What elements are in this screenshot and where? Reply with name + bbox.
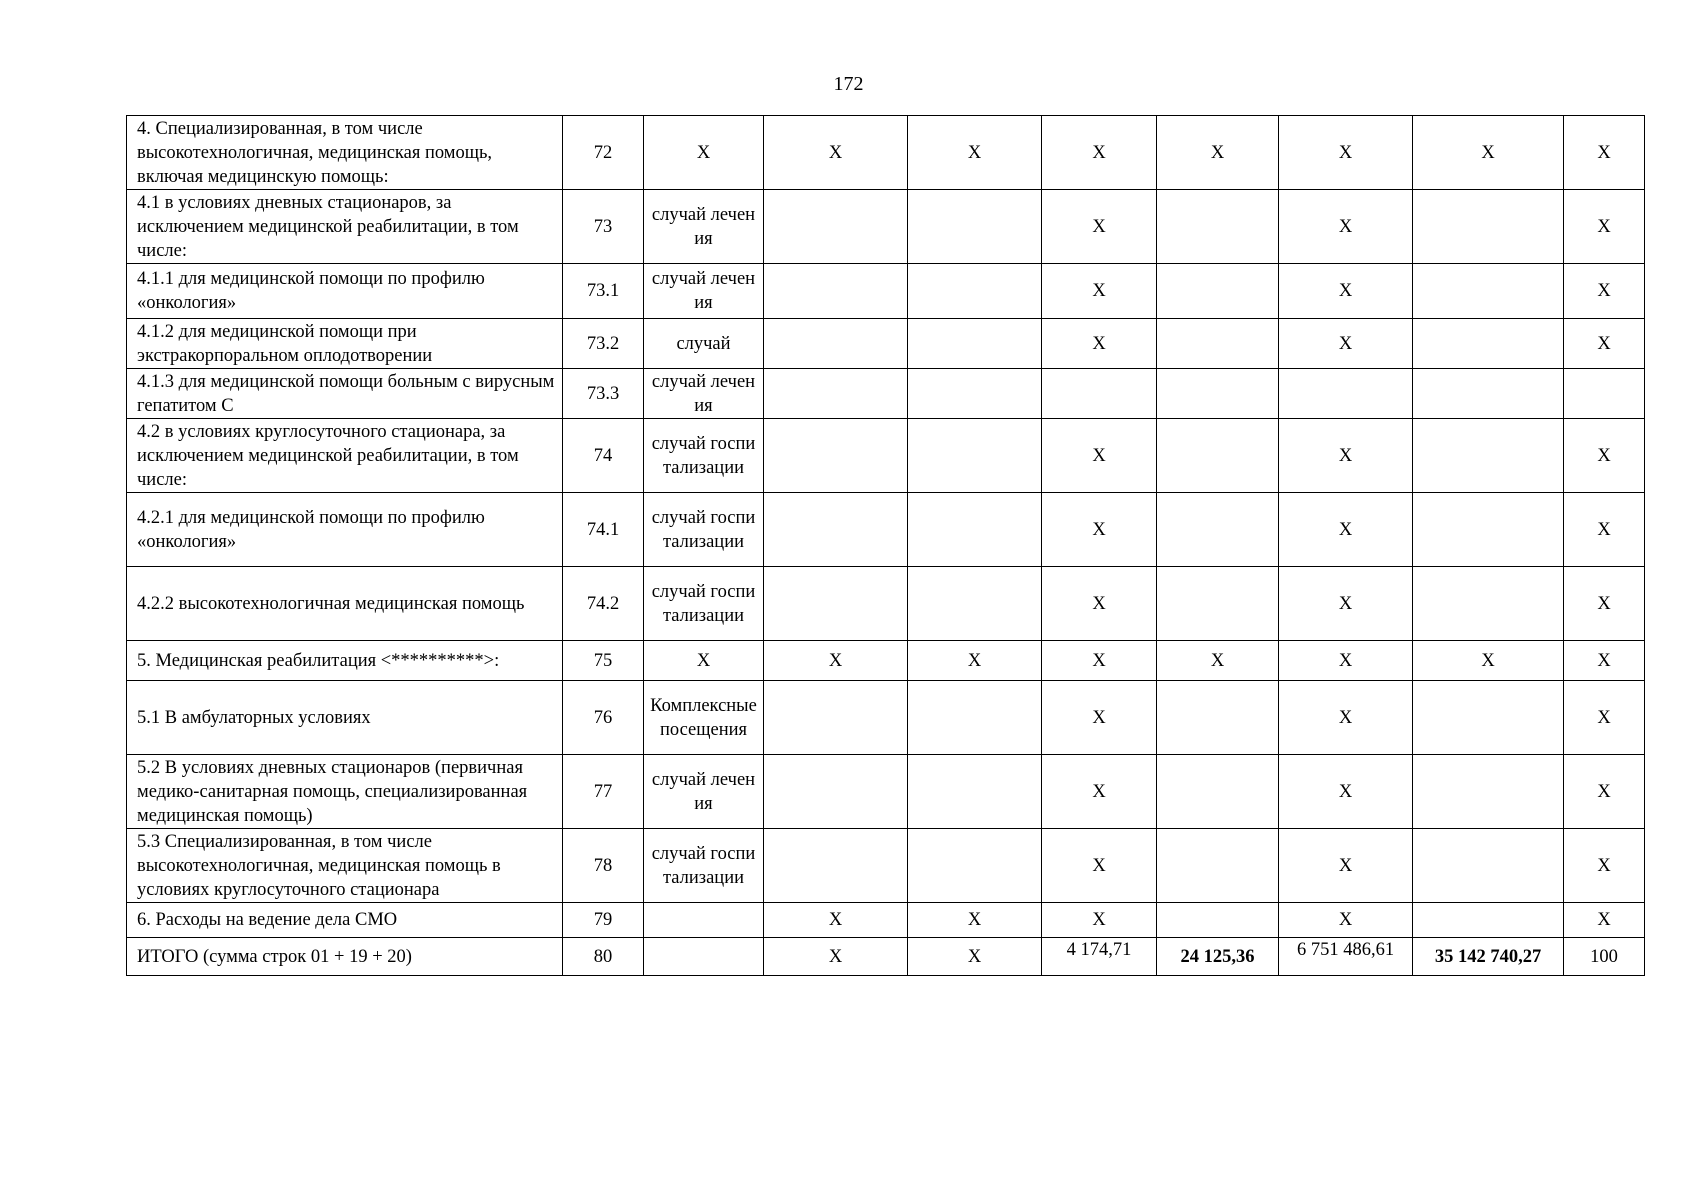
col7-cell (1157, 493, 1279, 567)
col8-cell: Х (1279, 829, 1413, 903)
col8-cell: Х (1279, 264, 1413, 319)
col7-cell (1157, 903, 1279, 938)
col10-cell: Х (1564, 829, 1645, 903)
col7-cell: 24 125,36 (1157, 938, 1279, 976)
col5-cell: Х (908, 641, 1042, 681)
col4-cell (764, 829, 908, 903)
col6-cell: Х (1042, 419, 1157, 493)
table-row (127, 903, 1645, 938)
col8-cell: Х (1279, 641, 1413, 681)
col6-cell (1042, 369, 1157, 419)
col6-cell: Х (1042, 567, 1157, 641)
unit-cell: случай лечения (644, 190, 764, 264)
unit-cell: случай лечения (644, 369, 764, 419)
col7-cell: Х (1157, 641, 1279, 681)
col9-cell: Х (1413, 116, 1564, 190)
unit-cell (644, 938, 764, 976)
row-name-cell: 4.1.1 для медицинской помощи по профилю «онкология» (127, 264, 563, 319)
col7-cell (1157, 419, 1279, 493)
col4-cell (764, 681, 908, 755)
row-code-cell: 73.1 (563, 264, 644, 319)
col4-cell (764, 264, 908, 319)
col4-cell (764, 493, 908, 567)
col5-cell (908, 369, 1042, 419)
table-row (127, 681, 1645, 755)
table-row (127, 641, 1645, 681)
table-body (127, 116, 1645, 976)
col9-cell (1413, 419, 1564, 493)
col4-cell: Х (764, 641, 908, 681)
col4-cell: Х (764, 116, 908, 190)
row-name-cell: 5.1 В амбулаторных условиях (127, 681, 563, 755)
unit-cell: Х (644, 641, 764, 681)
col9-cell (1413, 681, 1564, 755)
table-row (127, 567, 1645, 641)
table-row (127, 190, 1645, 264)
page-number: 172 (833, 73, 864, 95)
unit-cell: случай лечения (644, 755, 764, 829)
unit-cell: случай госпитализации (644, 419, 764, 493)
col8-cell: Х (1279, 493, 1413, 567)
col8-cell: Х (1279, 319, 1413, 369)
col7-cell (1157, 755, 1279, 829)
row-name-cell: 4. Специализированная, в том числе высокотехнологичная, медицинская помощь, включая медицинскую помощь: (127, 116, 563, 190)
unit-cell: Х (644, 116, 764, 190)
col6-cell: Х (1042, 319, 1157, 369)
col4-cell: Х (764, 903, 908, 938)
table-row (127, 264, 1645, 319)
col8-cell: Х (1279, 116, 1413, 190)
col8-cell: Х (1279, 190, 1413, 264)
unit-cell: случай госпитализации (644, 829, 764, 903)
row-code-cell: 79 (563, 903, 644, 938)
col4-cell (764, 319, 908, 369)
table-row (127, 419, 1645, 493)
row-code-cell: 73.2 (563, 319, 644, 369)
col4-cell (764, 419, 908, 493)
table-row (127, 319, 1645, 369)
col7-cell (1157, 369, 1279, 419)
col10-cell: Х (1564, 641, 1645, 681)
col5-cell (908, 493, 1042, 567)
table-row (127, 755, 1645, 829)
col9-cell (1413, 369, 1564, 419)
col7-cell (1157, 567, 1279, 641)
row-code-cell: 75 (563, 641, 644, 681)
row-code-cell: 77 (563, 755, 644, 829)
col8-cell: Х (1279, 419, 1413, 493)
table-row (127, 938, 1645, 976)
row-code-cell: 76 (563, 681, 644, 755)
col4-cell: Х (764, 938, 908, 976)
row-name-cell: 4.1.3 для медицинской помощи больным с вирусным гепатитом С (127, 369, 563, 419)
col6-cell: 4 174,71 (1042, 938, 1157, 976)
row-code-cell: 74.2 (563, 567, 644, 641)
col9-cell (1413, 567, 1564, 641)
col6-cell: Х (1042, 264, 1157, 319)
col10-cell: Х (1564, 681, 1645, 755)
row-code-cell: 74 (563, 419, 644, 493)
unit-cell (644, 903, 764, 938)
col5-cell (908, 681, 1042, 755)
col7-cell (1157, 264, 1279, 319)
col9-cell (1413, 190, 1564, 264)
col5-cell (908, 264, 1042, 319)
col10-cell: Х (1564, 755, 1645, 829)
col5-cell: Х (908, 903, 1042, 938)
col9-cell (1413, 903, 1564, 938)
col10-cell: Х (1564, 190, 1645, 264)
col9-cell (1413, 755, 1564, 829)
col5-cell (908, 829, 1042, 903)
col5-cell (908, 190, 1042, 264)
row-code-cell: 80 (563, 938, 644, 976)
col8-cell: Х (1279, 903, 1413, 938)
row-code-cell: 74.1 (563, 493, 644, 567)
table-row (127, 369, 1645, 419)
col6-cell: Х (1042, 903, 1157, 938)
col7-cell: Х (1157, 116, 1279, 190)
col10-cell: Х (1564, 567, 1645, 641)
budget-table (126, 115, 1645, 976)
row-code-cell: 73 (563, 190, 644, 264)
row-name-cell: 4.1 в условиях дневных стационаров, за исключением медицинской реабилитации, в том числе: (127, 190, 563, 264)
col6-cell: Х (1042, 755, 1157, 829)
table-row (127, 493, 1645, 567)
col6-cell: Х (1042, 190, 1157, 264)
col7-cell (1157, 319, 1279, 369)
unit-cell: случай госпитализации (644, 493, 764, 567)
col10-cell: Х (1564, 116, 1645, 190)
col9-cell (1413, 319, 1564, 369)
col7-cell (1157, 681, 1279, 755)
col6-cell: Х (1042, 641, 1157, 681)
col9-cell (1413, 829, 1564, 903)
col9-cell (1413, 264, 1564, 319)
col4-cell (764, 755, 908, 829)
row-name-cell: 4.2.2 высокотехнологичная медицинская помощь (127, 567, 563, 641)
unit-cell: случай госпитализации (644, 567, 764, 641)
table-row (127, 829, 1645, 903)
col10-cell: Х (1564, 419, 1645, 493)
row-code-cell: 73.3 (563, 369, 644, 419)
col5-cell: Х (908, 938, 1042, 976)
col8-cell (1279, 369, 1413, 419)
table-row (127, 116, 1645, 190)
col5-cell: Х (908, 116, 1042, 190)
row-name-cell: ИТОГО (сумма строк 01 + 19 + 20) (127, 938, 563, 976)
col10-cell: Х (1564, 319, 1645, 369)
col8-cell: Х (1279, 567, 1413, 641)
unit-cell: Комплексные посещения (644, 681, 764, 755)
row-name-cell: 5. Медицинская реабилитация <**********>: (127, 641, 563, 681)
col7-cell (1157, 190, 1279, 264)
col6-cell: Х (1042, 493, 1157, 567)
col10-cell (1564, 369, 1645, 419)
unit-cell: случай (644, 319, 764, 369)
col7-cell (1157, 829, 1279, 903)
row-name-cell: 5.2 В условиях дневных стационаров (первичная медико-санитарная помощь, специализированная медицинская помощь) (127, 755, 563, 829)
row-name-cell: 4.1.2 для медицинской помощи при экстракорпоральном оплодотворении (127, 319, 563, 369)
unit-cell: случай лечения (644, 264, 764, 319)
col4-cell (764, 567, 908, 641)
row-name-cell: 5.3 Специализированная, в том числе высокотехнологичная, медицинская помощь в условиях круглосуточного стационара (127, 829, 563, 903)
row-name-cell: 4.2 в условиях круглосуточного стационара, за исключением медицинской реабилитации, в том числе: (127, 419, 563, 493)
row-name-cell: 6. Расходы на ведение дела СМО (127, 903, 563, 938)
col8-cell: 6 751 486,61 (1279, 938, 1413, 976)
row-name-cell: 4.2.1 для медицинской помощи по профилю «онкология» (127, 493, 563, 567)
row-code-cell: 78 (563, 829, 644, 903)
row-code-cell: 72 (563, 116, 644, 190)
col6-cell: Х (1042, 681, 1157, 755)
col9-cell: 35 142 740,27 (1413, 938, 1564, 976)
col8-cell: Х (1279, 681, 1413, 755)
col6-cell: Х (1042, 116, 1157, 190)
col10-cell: 100 (1564, 938, 1645, 976)
col4-cell (764, 190, 908, 264)
col6-cell: Х (1042, 829, 1157, 903)
col10-cell: Х (1564, 903, 1645, 938)
col5-cell (908, 319, 1042, 369)
col4-cell (764, 369, 908, 419)
col5-cell (908, 755, 1042, 829)
col10-cell: Х (1564, 493, 1645, 567)
col8-cell: Х (1279, 755, 1413, 829)
col5-cell (908, 567, 1042, 641)
col5-cell (908, 419, 1042, 493)
col10-cell: Х (1564, 264, 1645, 319)
col9-cell (1413, 493, 1564, 567)
col9-cell: Х (1413, 641, 1564, 681)
